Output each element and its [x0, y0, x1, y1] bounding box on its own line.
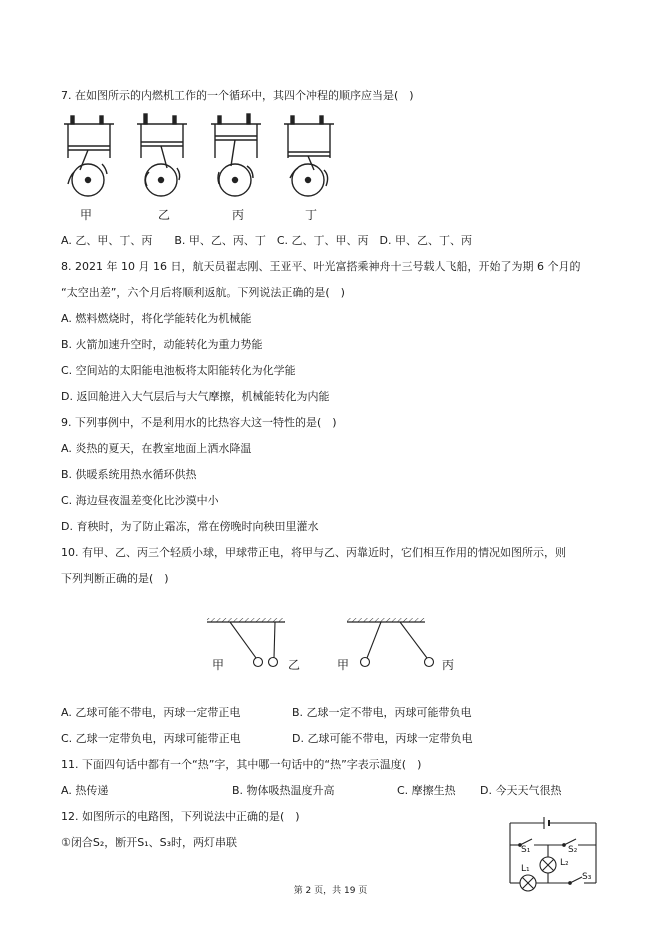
- circuit-label-l1: L₁: [521, 864, 530, 874]
- left-support: [207, 618, 285, 622]
- q8-stem-line2: “太空出差”，六个月后将顺利返航。下列说法正确的是( ): [61, 286, 345, 299]
- q10-option-c: C. 乙球一定带负电，丙球可能带正电: [61, 732, 241, 745]
- q11-option-a: A. 热传递: [61, 784, 109, 797]
- thread-乙: [274, 622, 275, 658]
- q9-option-b: B. 供暖系统用热水循环供热: [61, 468, 197, 481]
- q11-option-c: C. 摩擦生热: [397, 784, 456, 797]
- engine-甲: [64, 116, 114, 196]
- q12-stem: 12. 如图所示的电路图，下列说法中正确的是( ): [61, 810, 300, 823]
- engine-label-4: 丁: [305, 208, 318, 222]
- engine-乙: [137, 114, 187, 196]
- q10-stem-line2: 下列判断正确的是( ): [61, 572, 169, 585]
- ball-丙: [425, 658, 434, 667]
- thread-丙: [400, 622, 427, 658]
- q8-option-d: D. 返回舱进入大气层后与大气摩擦，机械能转化为内能: [61, 390, 330, 403]
- q10-option-d: D. 乙球可能不带电，丙球一定带负电: [292, 732, 473, 745]
- q8-option-a: A. 燃料燃烧时，将化学能转化为机械能: [61, 312, 252, 325]
- engine-label-3: 丙: [232, 208, 245, 222]
- engine-label-2: 乙: [158, 208, 171, 222]
- q9-option-d: D. 育秧时，为了防止霜冻，常在傍晚时向秧田里灌水: [61, 520, 319, 533]
- q9-option-a: A. 炎热的夏天，在教室地面上洒水降温: [61, 442, 252, 455]
- q10-option-b: B. 乙球一定不带电，丙球可能带负电: [292, 706, 472, 719]
- q8-option-b: B. 火箭加速升空时，动能转化为重力势能: [61, 338, 263, 351]
- engine-strokes-figure: [60, 112, 340, 204]
- engine-丁: [284, 116, 334, 196]
- circuit-label-s1: S₁: [521, 845, 531, 855]
- circuit-label-l2: L₂: [560, 858, 569, 868]
- q9-stem: 9. 下列事例中，不是利用水的比热容大这一特性的是( ): [61, 416, 337, 429]
- q10-stem-line1: 10. 有甲、乙、丙三个轻质小球，甲球带正电，将甲与乙、丙靠近时，它们相互作用的情况如图所示，则: [61, 546, 566, 559]
- ball-label-4: 丙: [442, 658, 455, 672]
- ball-label-3: 甲: [337, 658, 350, 672]
- q7-stem: 7. 在如图所示的内燃机工作的一个循环中，其四个冲程的顺序应当是( ): [61, 89, 414, 102]
- thread-甲-right: [367, 622, 381, 658]
- ball-label-2: 乙: [288, 658, 301, 672]
- ball-label-1: 甲: [212, 658, 225, 672]
- q8-stem-line1: 8. 2021 年 10 月 16 日，航天员翟志刚、王亚平、叶光富搭乘神舟十三号载人飞船，开始了为期 6 个月的: [61, 260, 581, 273]
- right-support: [347, 618, 425, 622]
- q11-option-b: B. 物体吸热温度升高: [232, 784, 335, 797]
- ball-乙: [269, 658, 278, 667]
- ball-甲-right: [361, 658, 370, 667]
- q11-option-d: D. 今天天气很热: [480, 784, 562, 797]
- engine-label-1: 甲: [80, 208, 93, 222]
- q12-item-1: ①闭合S₂，断开S₁、S₃时，两灯串联: [61, 836, 238, 849]
- q9-option-c: C. 海边昼夜温差变化比沙漠中小: [61, 494, 219, 507]
- q8-option-c: C. 空间站的太阳能电池板将太阳能转化为化学能: [61, 364, 296, 377]
- q10-option-a: A. 乙球可能不带电，丙球一定带正电: [61, 706, 241, 719]
- circuit-label-s3: S₃: [582, 872, 592, 882]
- thread-甲-left: [230, 622, 256, 658]
- ball-甲-left: [254, 658, 263, 667]
- engine-丙: [211, 114, 261, 196]
- q11-stem: 11. 下面四句话中都有一个“热”字，其中哪一句话中的“热”字表示温度( ): [61, 758, 422, 771]
- q7-options: A. 乙、甲、丁、丙 B. 甲、乙、丙、丁 C. 乙、丁、甲、丙 D. 甲、乙、丁、丙: [61, 234, 472, 247]
- circuit-diagram: [500, 811, 610, 893]
- page-footer: 第 2 页，共 19 页: [293, 886, 368, 896]
- circuit-label-s2: S₂: [568, 845, 578, 855]
- charged-balls-figure: [205, 616, 465, 676]
